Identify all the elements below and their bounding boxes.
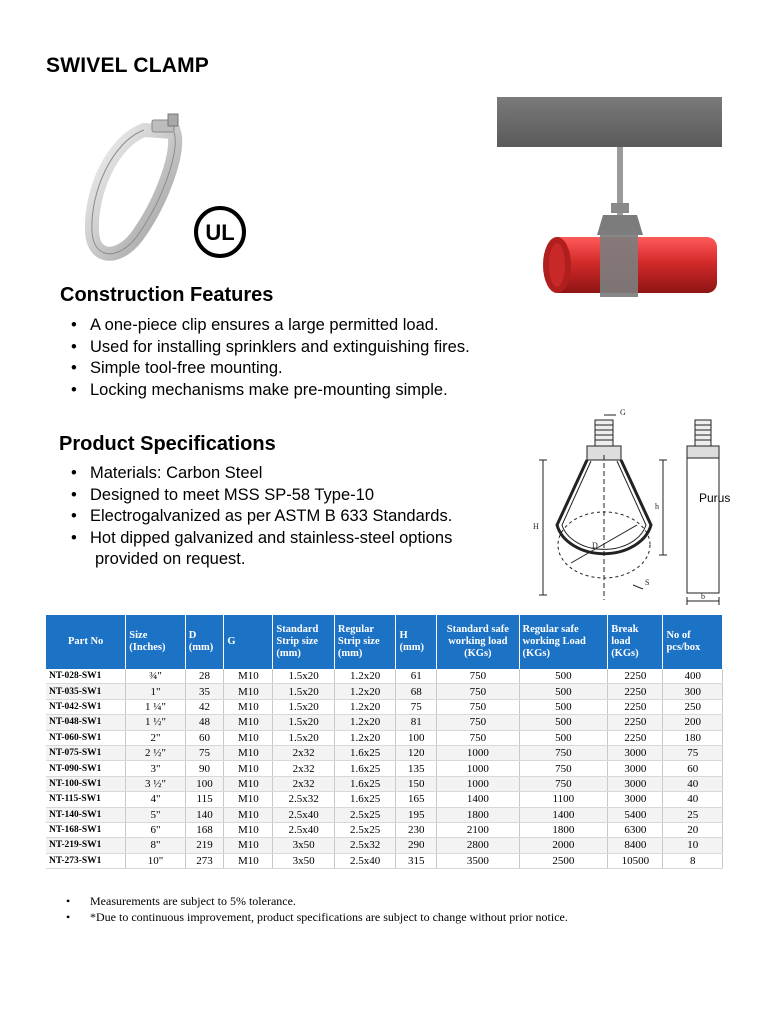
table-cell: 1800 xyxy=(519,822,608,837)
table-cell: M10 xyxy=(224,822,273,837)
table-cell: 42 xyxy=(185,699,224,714)
table-cell: 273 xyxy=(185,853,224,868)
table-cell: 6" xyxy=(126,822,185,837)
table-cell: 2x32 xyxy=(273,761,335,776)
table-cell: 75 xyxy=(185,745,224,760)
table-cell: 500 xyxy=(519,699,608,714)
col-header-part-no: Part No xyxy=(46,615,126,669)
side-note: Purus xyxy=(699,491,731,505)
table-cell: 3000 xyxy=(608,761,663,776)
table-cell: 5" xyxy=(126,807,185,822)
col-header-regular-strip: Regular Strip size (mm) xyxy=(334,615,396,669)
table-cell: 120 xyxy=(396,745,437,760)
table-cell: 1.2x20 xyxy=(334,699,396,714)
label-h-small: h xyxy=(655,502,659,511)
table-cell: 5400 xyxy=(608,807,663,822)
table-cell: M10 xyxy=(224,853,273,868)
table-cell: 2x32 xyxy=(273,776,335,791)
table-cell: 168 xyxy=(185,822,224,837)
table-cell: NT-100-SW1 xyxy=(46,776,126,791)
table-cell: 2100 xyxy=(437,822,519,837)
table-cell: M10 xyxy=(224,715,273,730)
table-row xyxy=(46,684,723,699)
table-cell: 3x50 xyxy=(273,853,335,868)
table-row xyxy=(46,699,723,714)
table-cell: 2 ½" xyxy=(126,745,185,760)
table-cell: 35 xyxy=(185,684,224,699)
col-header-g: G xyxy=(224,615,273,669)
table-cell: NT-090-SW1 xyxy=(46,761,126,776)
table-cell: 290 xyxy=(396,838,437,853)
list-item: • Simple tool-free mounting. xyxy=(66,358,536,380)
table-cell: 3000 xyxy=(608,792,663,807)
table-cell: 1.5x20 xyxy=(273,669,335,684)
table-cell: 25 xyxy=(663,807,723,822)
table-cell: NT-168-SW1 xyxy=(46,822,126,837)
table-header-row xyxy=(46,615,723,669)
table-cell: 2.5x40 xyxy=(273,822,335,837)
table-row xyxy=(46,792,723,807)
table-cell: 250 xyxy=(663,699,723,714)
table-row xyxy=(46,745,723,760)
table-cell: 2.5x32 xyxy=(273,792,335,807)
table-cell: 750 xyxy=(437,730,519,745)
construction-features-heading: Construction Features xyxy=(60,284,274,306)
table-cell: 2250 xyxy=(608,684,663,699)
table-cell: M10 xyxy=(224,776,273,791)
list-item: provided on request. xyxy=(95,550,246,568)
table-cell: NT-140-SW1 xyxy=(46,807,126,822)
product-specifications-heading: Product Specifications xyxy=(59,433,276,455)
table-cell: 500 xyxy=(519,669,608,684)
table-cell: 750 xyxy=(437,699,519,714)
table-cell: NT-035-SW1 xyxy=(46,684,126,699)
table-cell: 2.5x40 xyxy=(334,853,396,868)
table-cell: 68 xyxy=(396,684,437,699)
table-cell: 1.5x20 xyxy=(273,699,335,714)
table-cell: 6300 xyxy=(608,822,663,837)
table-cell: 75 xyxy=(663,745,723,760)
table-cell: 1.2x20 xyxy=(334,730,396,745)
table-cell: 100 xyxy=(185,776,224,791)
table-cell: 315 xyxy=(396,853,437,868)
table-cell: 500 xyxy=(519,684,608,699)
table-cell: M10 xyxy=(224,699,273,714)
table-cell: 1.2x20 xyxy=(334,715,396,730)
table-cell: M10 xyxy=(224,792,273,807)
table-cell: M10 xyxy=(224,669,273,684)
table-cell: 1.5x20 xyxy=(273,715,335,730)
table-cell: 10 xyxy=(663,838,723,853)
table-cell: 1.6x25 xyxy=(334,776,396,791)
table-cell: 3 ½" xyxy=(126,776,185,791)
table-cell: NT-075-SW1 xyxy=(46,745,126,760)
table-cell: 750 xyxy=(437,669,519,684)
table-cell: 60 xyxy=(663,761,723,776)
table-cell: 1000 xyxy=(437,776,519,791)
table-cell: 10500 xyxy=(608,853,663,868)
table-cell: 500 xyxy=(519,715,608,730)
table-cell: 2.5x32 xyxy=(334,838,396,853)
table-cell: NT-048-SW1 xyxy=(46,715,126,730)
table-cell: 2500 xyxy=(519,853,608,868)
table-cell: 1 ½" xyxy=(126,715,185,730)
notes xyxy=(66,893,716,925)
table-cell: 400 xyxy=(663,669,723,684)
table-cell: 40 xyxy=(663,792,723,807)
table-cell: 2.5x40 xyxy=(273,807,335,822)
table-cell: 100 xyxy=(396,730,437,745)
table-cell: 1000 xyxy=(437,761,519,776)
table-cell: M10 xyxy=(224,730,273,745)
table-cell: 1400 xyxy=(437,792,519,807)
table-cell: 750 xyxy=(519,745,608,760)
table-cell: 81 xyxy=(396,715,437,730)
table-row xyxy=(46,761,723,776)
table-cell: NT-028-SW1 xyxy=(46,669,126,684)
table-cell: 750 xyxy=(519,761,608,776)
col-header-size: Size (Inches) xyxy=(126,615,185,669)
table-cell: 1000 xyxy=(437,745,519,760)
table-cell: 750 xyxy=(437,684,519,699)
table-cell: 2x32 xyxy=(273,745,335,760)
table-cell: 1100 xyxy=(519,792,608,807)
label-h: H xyxy=(533,522,539,531)
table-cell: 2250 xyxy=(608,699,663,714)
table-cell: 500 xyxy=(519,730,608,745)
table-cell: 180 xyxy=(663,730,723,745)
table-cell: 1400 xyxy=(519,807,608,822)
ul-logo-text: UL xyxy=(205,220,235,245)
specifications-table xyxy=(46,615,723,869)
col-header-regular-safe-load: Regular safe working Load (KGs) xyxy=(519,615,608,669)
table-cell: 61 xyxy=(396,669,437,684)
table-cell: 1.5x20 xyxy=(273,730,335,745)
table-cell: 1.5x20 xyxy=(273,684,335,699)
table-cell: 195 xyxy=(396,807,437,822)
table-cell: 28 xyxy=(185,669,224,684)
table-cell: 2" xyxy=(126,730,185,745)
ul-logo xyxy=(192,203,248,261)
table-cell: 1.2x20 xyxy=(334,684,396,699)
table-row xyxy=(46,807,723,822)
table-cell: 1" xyxy=(126,684,185,699)
label-b: b xyxy=(701,592,705,601)
table-cell: 20 xyxy=(663,822,723,837)
table-row xyxy=(46,822,723,837)
table-cell: ¾" xyxy=(126,669,185,684)
col-header-standard-strip: Standard Strip size (mm) xyxy=(273,615,335,669)
table-cell: 1.6x25 xyxy=(334,745,396,760)
table-row xyxy=(46,838,723,853)
col-header-d: D (mm) xyxy=(185,615,224,669)
list-item: • Locking mechanisms make pre-mounting simple. xyxy=(66,380,536,402)
table-cell: 75 xyxy=(396,699,437,714)
table-cell: 200 xyxy=(663,715,723,730)
table-cell: NT-042-SW1 xyxy=(46,699,126,714)
table-cell: 1.6x25 xyxy=(334,761,396,776)
table-row xyxy=(46,776,723,791)
table-cell: 48 xyxy=(185,715,224,730)
table-cell: 3500 xyxy=(437,853,519,868)
table-cell: 3000 xyxy=(608,776,663,791)
table-cell: 165 xyxy=(396,792,437,807)
table-cell: 60 xyxy=(185,730,224,745)
label-s: S xyxy=(645,578,650,587)
col-header-break-load: Break load (KGs) xyxy=(608,615,663,669)
table-cell: 3x50 xyxy=(273,838,335,853)
clamp-side-drawing xyxy=(683,415,723,610)
col-header-pcs-box: No of pcs/box xyxy=(663,615,723,669)
table-cell: 3000 xyxy=(608,745,663,760)
table-cell: 115 xyxy=(185,792,224,807)
table-cell: 2.5x25 xyxy=(334,822,396,837)
table-cell: M10 xyxy=(224,684,273,699)
table-cell: 2000 xyxy=(519,838,608,853)
table-cell: 4" xyxy=(126,792,185,807)
table-cell: NT-273-SW1 xyxy=(46,853,126,868)
table-cell: 1.2x20 xyxy=(334,669,396,684)
table-cell: M10 xyxy=(224,838,273,853)
col-header-standard-safe-load: Standard safe working load (KGs) xyxy=(437,615,519,669)
table-cell: 90 xyxy=(185,761,224,776)
table-cell: 1.6x25 xyxy=(334,792,396,807)
col-header-h: H (mm) xyxy=(396,615,437,669)
table-cell: 750 xyxy=(519,776,608,791)
table-cell: M10 xyxy=(224,807,273,822)
table-cell: 10" xyxy=(126,853,185,868)
label-d: D xyxy=(592,541,598,550)
table-cell: 2800 xyxy=(437,838,519,853)
table-row xyxy=(46,730,723,745)
table-cell: 2250 xyxy=(608,730,663,745)
table-cell: M10 xyxy=(224,745,273,760)
table-row xyxy=(46,715,723,730)
page-title: SWIVEL CLAMP xyxy=(46,54,210,77)
table-cell: 135 xyxy=(396,761,437,776)
clamp-front-drawing xyxy=(525,405,675,610)
swivel-clamp-photo xyxy=(82,112,192,264)
table-cell: 2250 xyxy=(608,669,663,684)
table-cell: 150 xyxy=(396,776,437,791)
table-cell: 1800 xyxy=(437,807,519,822)
list-item: • Materials: Carbon Steel xyxy=(66,463,506,485)
product-specifications-list xyxy=(66,463,506,571)
table-cell: 750 xyxy=(437,715,519,730)
table-cell: 1 ¼" xyxy=(126,699,185,714)
table-cell: 3" xyxy=(126,761,185,776)
table-cell: 219 xyxy=(185,838,224,853)
list-item: • A one-piece clip ensures a large permitted load. xyxy=(66,315,536,337)
table-cell: NT-219-SW1 xyxy=(46,838,126,853)
table-row xyxy=(46,853,723,868)
table-cell: 40 xyxy=(663,776,723,791)
table-row xyxy=(46,669,723,684)
construction-features-list xyxy=(66,315,536,401)
table-cell: NT-115-SW1 xyxy=(46,792,126,807)
table-cell: 230 xyxy=(396,822,437,837)
table-cell: 8400 xyxy=(608,838,663,853)
table-cell: M10 xyxy=(224,761,273,776)
installation-photo xyxy=(497,97,722,305)
note-item: • *Due to continuous improvement, product specifications are subject to change without prior notice. xyxy=(66,909,716,925)
table-cell: 140 xyxy=(185,807,224,822)
table-cell: 300 xyxy=(663,684,723,699)
note-item: • Measurements are subject to 5% tolerance. xyxy=(66,893,716,909)
table-cell: 2.5x25 xyxy=(334,807,396,822)
list-item: • Designed to meet MSS SP-58 Type-10 xyxy=(66,485,506,507)
label-g: G xyxy=(620,408,626,417)
table-cell: 2250 xyxy=(608,715,663,730)
list-item: • Used for installing sprinklers and extinguishing fires. xyxy=(66,337,536,359)
table-cell: 8" xyxy=(126,838,185,853)
list-item: • Hot dipped galvanized and stainless-steel options xyxy=(66,528,506,550)
table-cell: 8 xyxy=(663,853,723,868)
list-item: • Electrogalvanized as per ASTM B 633 Standards. xyxy=(66,506,506,528)
table-cell: NT-060-SW1 xyxy=(46,730,126,745)
